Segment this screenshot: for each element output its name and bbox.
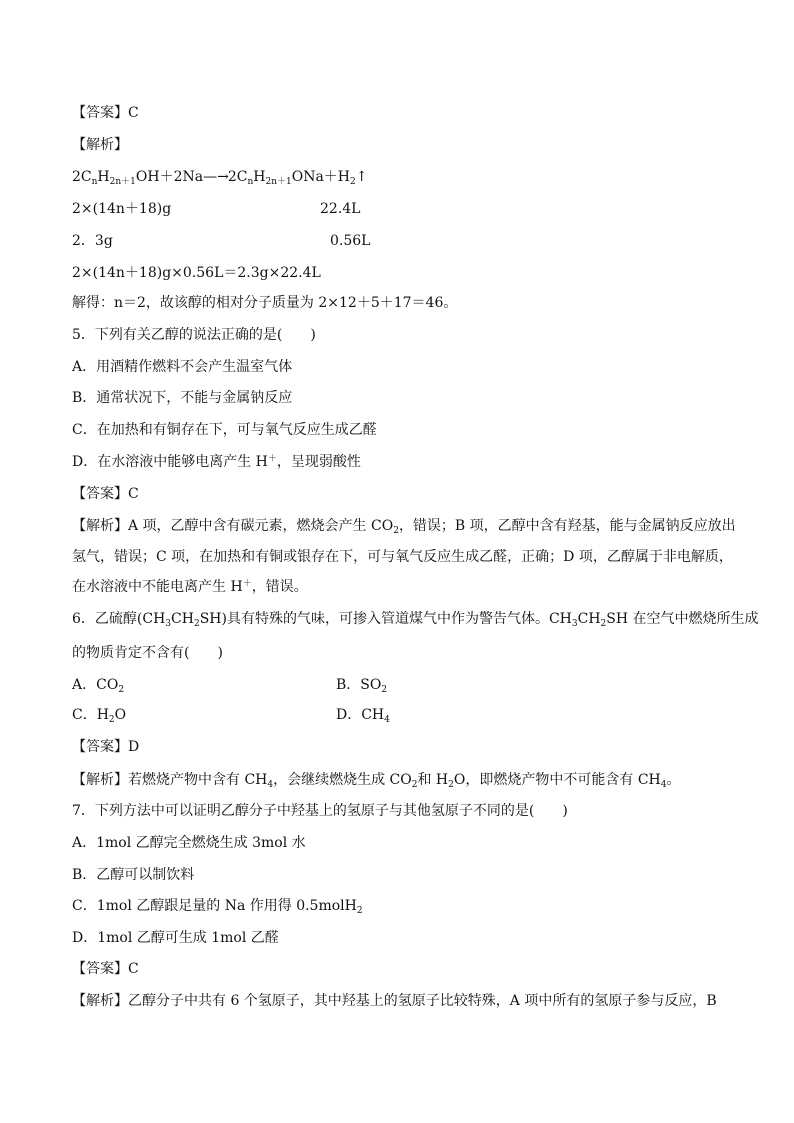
- eq-part: OH＋2Na—: [135, 169, 218, 185]
- q6-option-c: [72, 707, 126, 723]
- q4-answer-line: [72, 104, 732, 122]
- eq-sub: 2: [350, 177, 356, 187]
- ratio-right: 0.56L: [330, 233, 371, 249]
- q6-stem-line-1: [72, 610, 759, 629]
- reaction-arrow-icon: →: [217, 169, 228, 185]
- formula-sub: 4: [384, 715, 390, 725]
- q7-stem: 7．下列方法中可以证明乙醇分子中羟基上的氢原子与其他氢原子不同的是( ): [72, 803, 568, 819]
- ratio-left: 2×(14n＋18)g: [72, 201, 172, 217]
- q6-option-b: [336, 676, 387, 694]
- q7-option-d: D．1mol 乙醇可生成 1mol 乙醛: [72, 930, 279, 946]
- q4-ratio-row-2: [72, 232, 732, 250]
- q5-option-d: [72, 453, 732, 471]
- q6-options-ab: [72, 676, 732, 694]
- formula-sub: 4: [660, 780, 667, 790]
- analysis-text: 在水溶液中不能电离产生 H: [72, 579, 243, 595]
- stem-text: SH)具有特殊的气味，可掺入管道煤气中作为警告气体。CH: [199, 611, 572, 627]
- q5-option-c: C．在加热和有铜存在下，可与氧气反应生成乙醛: [72, 422, 377, 438]
- q4-analysis-label: 【解析】: [72, 137, 128, 153]
- option-text: D．在水溶液中能够电离产生 H: [72, 454, 268, 470]
- eq-part: 2C: [227, 169, 248, 185]
- q7-option-c: [72, 897, 732, 915]
- q7-answer: C: [128, 961, 139, 977]
- q6-analysis: [72, 771, 732, 789]
- analysis-text: ，错误。: [251, 579, 308, 595]
- q4-answer: C: [128, 105, 139, 121]
- option-text: B．SO: [336, 677, 382, 693]
- stem-text: CH: [171, 611, 194, 627]
- answer-label: 【答案】: [72, 961, 128, 977]
- charge-sup: ＋: [242, 579, 252, 589]
- q7-analysis: [72, 992, 732, 1010]
- q5-option-b: B．通常状况下，不能与金属钠反应: [72, 390, 293, 406]
- analysis-text: A 项，乙醇中含有碳元素，燃烧会产生 CO: [128, 518, 394, 534]
- q4-reaction-equation: [72, 168, 732, 186]
- option-text: C．H: [72, 707, 109, 723]
- analysis-text: O，即燃烧产物中不可能含有 CH: [453, 772, 661, 788]
- q4-ratio-row-1: [72, 200, 732, 218]
- answer-label: 【答案】: [72, 105, 128, 121]
- stem-text: CH: [577, 611, 601, 627]
- formula-sub: 2: [381, 685, 388, 695]
- formula-sub: 2: [448, 780, 454, 790]
- analysis-text: 。: [666, 772, 681, 788]
- stem-text: 6．乙硫醇(CH: [72, 611, 166, 627]
- q4-proportion-equation: 2×(14n＋18)g×0.56L＝2.3g×22.4L: [72, 265, 321, 281]
- gas-up-arrow-icon: ↑: [355, 169, 368, 185]
- formula-sub: 4: [267, 780, 274, 790]
- q4-solution: 解得：n＝2，故该醇的相对分子质量为 2×12＋5＋17＝46。: [72, 295, 458, 311]
- analysis-text: 乙醇分子中共有 6 个氢原子，其中羟基上的氢原子比较特殊，A 项中所有的氢原子参与反应，B: [128, 993, 717, 1009]
- q6-answer: D: [128, 739, 140, 755]
- q5-option-a: A．用酒精作燃料不会产生温室气体: [72, 359, 293, 375]
- q5-stem: 5．下列有关乙醇的说法正确的是( ): [72, 327, 316, 343]
- option-text: A．CO: [72, 677, 119, 693]
- option-text: O: [114, 707, 127, 723]
- q6-answer-line: [72, 738, 732, 756]
- q5-answer-line: [72, 485, 732, 503]
- formula-sub: 2: [600, 619, 607, 629]
- q5-analysis-line-1: [72, 517, 736, 536]
- analysis-label: 【解析】: [72, 993, 128, 1009]
- analysis-text: ，会继续燃烧生成 CO: [273, 772, 412, 788]
- ratio-right: 22.4L: [320, 201, 361, 217]
- q6-option-d: [336, 706, 390, 724]
- formula-sub: 2: [411, 780, 418, 790]
- formula-sub: 2: [393, 526, 399, 536]
- formula-sub: 3: [571, 619, 578, 629]
- analysis-label: 【解析】: [72, 772, 128, 788]
- q5-analysis-line-3: [72, 578, 732, 596]
- option-text: C．1mol 乙醇跟足量的 Na 作用得 0.5molH: [72, 898, 357, 914]
- formula-sub: 3: [165, 619, 172, 629]
- analysis-label: 【解析】: [72, 518, 128, 534]
- analysis-text: 和 H: [417, 772, 449, 788]
- formula-sub: 2: [108, 715, 115, 725]
- analysis-text: ，错误；B 项，乙醇中含有羟基，能与金属钠反应放出: [398, 518, 736, 534]
- eq-part: H: [97, 169, 110, 185]
- eq-part: 2C: [72, 169, 92, 185]
- q7-answer-line: [72, 960, 732, 978]
- analysis-text: 若燃烧产物中含有 CH: [128, 772, 268, 788]
- answer-label: 【答案】: [72, 739, 128, 755]
- option-text: ，呈现弱酸性: [276, 454, 361, 470]
- eq-part: H: [253, 169, 266, 185]
- charge-sup: ＋: [267, 454, 277, 464]
- eq-sub: 2n＋1: [265, 177, 292, 187]
- stem-text: SH 在空气中燃烧所生成: [606, 611, 759, 627]
- q6-option-a: [72, 677, 124, 693]
- q7-option-a: A．1mol 乙醇完全燃烧生成 3mol 水: [72, 835, 306, 851]
- eq-sub: 2n＋1: [109, 177, 136, 187]
- q7-option-b: B．乙醇可以制饮料: [72, 867, 195, 883]
- formula-sub: 2: [118, 685, 125, 695]
- q6-options-cd: [72, 706, 732, 724]
- q5-answer: C: [128, 486, 139, 502]
- q5-analysis-line-2: 氢气，错误；C 项，在加热和有铜或银存在下，可与氧气反应生成乙醛，正确；D 项，乙醇属于非电解质，: [72, 549, 733, 565]
- eq-sub: n: [247, 177, 254, 187]
- option-text: D．CH: [336, 707, 385, 723]
- formula-sub: 2: [193, 619, 200, 629]
- eq-part: ONa＋H: [291, 169, 351, 185]
- q6-stem-line-2: 的物质肯定不含有( ): [72, 645, 223, 661]
- eq-sub: n: [91, 177, 98, 187]
- answer-label: 【答案】: [72, 486, 128, 502]
- formula-sub: 2: [356, 906, 363, 916]
- ratio-left: 2．3g: [72, 233, 113, 249]
